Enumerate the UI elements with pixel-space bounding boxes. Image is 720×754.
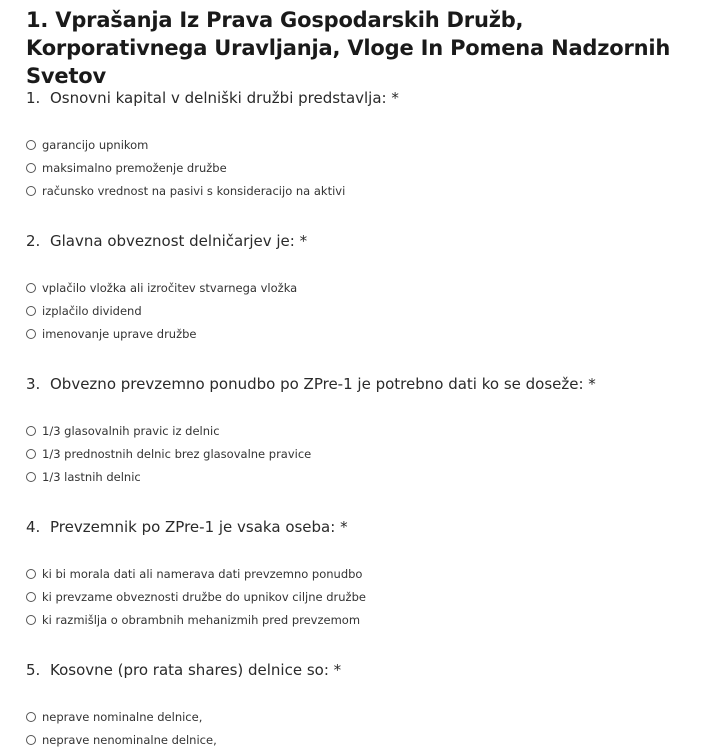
- question-number: 2.: [26, 232, 41, 250]
- option-item[interactable]: [26, 728, 706, 751]
- option-label: ki razmišlja o obrambnih mehanizmih pred prevzemom: [42, 612, 361, 627]
- question-text: Osnovni kapital v delniški družbi predstavlja: *: [50, 89, 399, 107]
- radio-button[interactable]: [26, 426, 36, 436]
- question-header: [26, 88, 706, 108]
- radio-button[interactable]: [26, 615, 36, 625]
- question-header: [26, 231, 706, 251]
- option-label: ki bi morala dati ali namerava dati prevzemno ponudbo: [42, 566, 363, 581]
- option-item[interactable]: [26, 562, 706, 585]
- question-2: [26, 231, 706, 341]
- question-text: Obvezno prevzemno ponudbo po ZPre-1 je potrebno dati ko se doseže: *: [50, 375, 596, 393]
- radio-button[interactable]: [26, 735, 36, 745]
- option-item[interactable]: [26, 419, 706, 442]
- radio-button[interactable]: [26, 449, 36, 459]
- option-item[interactable]: [26, 133, 706, 156]
- option-label: maksimalno premoženje družbe: [42, 160, 227, 175]
- option-item[interactable]: [26, 322, 706, 345]
- radio-button[interactable]: [26, 712, 36, 722]
- question-text: Prevzemnik po ZPre-1 je vsaka oseba: *: [50, 518, 348, 536]
- option-label: izplačilo dividend: [42, 303, 142, 318]
- radio-button[interactable]: [26, 163, 36, 173]
- question-text: Glavna obveznost delničarjev je: *: [50, 232, 308, 250]
- radio-button[interactable]: [26, 592, 36, 602]
- questionnaire-page: [26, 6, 706, 90]
- option-label: ki prevzame obveznosti družbe do upnikov ciljne družbe: [42, 589, 366, 604]
- question-text: Kosovne (pro rata shares) delnice so: *: [50, 661, 342, 679]
- option-label: 1/3 glasovalnih pravic iz delnic: [42, 423, 220, 438]
- radio-button[interactable]: [26, 186, 36, 196]
- question-3: [26, 374, 706, 484]
- option-item[interactable]: [26, 299, 706, 322]
- radio-button[interactable]: [26, 283, 36, 293]
- question-number: 5.: [26, 661, 41, 679]
- radio-button[interactable]: [26, 329, 36, 339]
- option-label: neprave nominalne delnice,: [42, 709, 203, 724]
- question-4: [26, 517, 706, 627]
- question-header: [26, 374, 706, 394]
- option-label: 1/3 lastnih delnic: [42, 469, 141, 484]
- question-5: [26, 660, 706, 747]
- question-header: [26, 660, 706, 680]
- option-item[interactable]: [26, 156, 706, 179]
- option-item[interactable]: [26, 705, 706, 728]
- radio-button[interactable]: [26, 306, 36, 316]
- option-label: računsko vrednost na pasivi s konsideracijo na aktivi: [42, 183, 346, 198]
- options-list: [26, 562, 706, 631]
- question-header: [26, 517, 706, 537]
- question-number: 4.: [26, 518, 41, 536]
- options-list: [26, 419, 706, 488]
- question-number: 1.: [26, 89, 41, 107]
- option-item[interactable]: [26, 276, 706, 299]
- option-label: neprave nenominalne delnice,: [42, 732, 217, 747]
- option-item[interactable]: [26, 179, 706, 202]
- options-list: [26, 133, 706, 202]
- options-list: [26, 276, 706, 345]
- option-item[interactable]: [26, 465, 706, 488]
- option-item[interactable]: [26, 442, 706, 465]
- radio-button[interactable]: [26, 472, 36, 482]
- question-1: [26, 88, 706, 198]
- option-label: vplačilo vložka ali izročitev stvarnega vložka: [42, 280, 298, 295]
- radio-button[interactable]: [26, 569, 36, 579]
- question-number: 3.: [26, 375, 41, 393]
- option-label: garancijo upnikom: [42, 137, 149, 152]
- page-title: 1. Vprašanja Iz Prava Gospodarskih Družb, Korporativnega Uravljanja, Vloge In Pomena Nadzornih Svetov: [26, 8, 671, 88]
- option-label: imenovanje uprave družbe: [42, 326, 197, 341]
- radio-button[interactable]: [26, 140, 36, 150]
- option-label: 1/3 prednostnih delnic brez glasovalne pravice: [42, 446, 312, 461]
- option-item[interactable]: [26, 608, 706, 631]
- options-list: [26, 705, 706, 751]
- option-item[interactable]: [26, 585, 706, 608]
